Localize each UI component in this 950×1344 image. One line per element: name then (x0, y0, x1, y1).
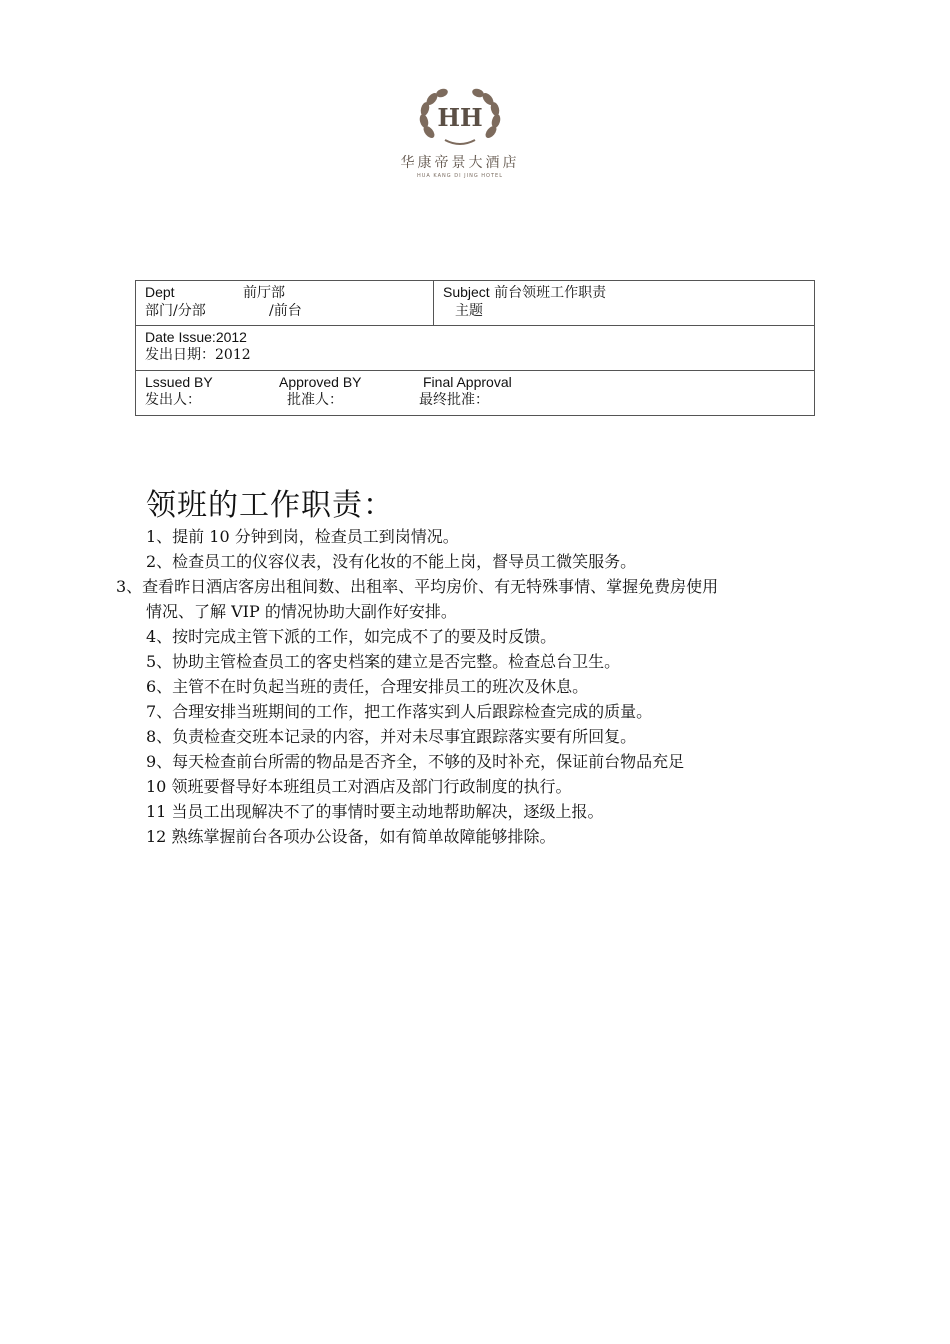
logo-monogram: HH (437, 103, 483, 132)
subject-value: 前台领班工作职责 (494, 285, 607, 301)
list-item: 12 熟练掌握前台各项办公设备，如有简单故障能够排除。 (146, 827, 556, 846)
dept-sub-value: /前台 (269, 303, 302, 319)
subject-label-en: Subject (443, 284, 490, 300)
list-item: 9、每天检查前台所需的物品是否齐全，不够的及时补充，保证前台物品充足 (146, 752, 685, 771)
list-item: 11 当员工出现解决不了的事情时要主动地帮助解决，逐级上报。 (146, 802, 604, 821)
dept-value: 前厅部 (243, 285, 285, 301)
date-label-cn: 发出日期：2012 (145, 347, 251, 363)
document-header-table (135, 280, 815, 416)
dept-label-cn: 部门/分部 (145, 303, 206, 319)
logo-name: 华康帝景大酒店 (400, 155, 520, 171)
approved-by-en: Approved BY (279, 374, 362, 390)
list-item: 情况、了解 VIP 的情况协助大副作好安排。 (146, 602, 457, 621)
list-item: 2、检查员工的仪容仪表，没有化妆的不能上岗，督导员工微笑服务。 (146, 552, 637, 571)
logo-subtitle: HUA KANG DI JING HOTEL (416, 173, 503, 179)
list-item: 4、按时完成主管下派的工作，如完成不了的要及时反馈。 (146, 627, 557, 646)
issued-by-en: Lssued BY (145, 374, 213, 390)
issued-by-cn: 发出人： (145, 392, 201, 408)
subject-cell (434, 281, 815, 326)
approved-by-cn: 批准人： (287, 392, 343, 408)
date-cell (136, 326, 815, 371)
approval-cell (136, 371, 815, 416)
list-item: 10 领班要督导好本班组员工对酒店及部门行政制度的执行。 (146, 777, 572, 796)
final-approval-cn: 最终批准： (419, 392, 489, 408)
list-item: 5、协助主管检查员工的客史档案的建立是否完整。检查总台卫生。 (146, 652, 621, 671)
list-item: 1、提前 10 分钟到岗，检查员工到岗情况。 (146, 527, 459, 546)
dept-cell (136, 281, 434, 326)
subject-label-cn: 主题 (455, 303, 483, 319)
list-item: 6、主管不在时负起当班的责任，合理安排员工的班次及休息。 (146, 677, 589, 696)
date-label-en: Date Issue:2012 (145, 329, 247, 345)
list-item: 7、合理安排当班期间的工作，把工作落实到人后跟踪检查完成的质量。 (146, 702, 653, 721)
laurel-monogram-icon (415, 88, 505, 150)
dept-label-en: Dept (145, 284, 175, 300)
section-title: 领班的工作职责： (146, 488, 394, 523)
final-approval-en: Final Approval (423, 374, 512, 390)
hotel-logo (380, 88, 540, 188)
list-item: 8、负责检查交班本记录的内容，并对未尽事宜跟踪落实要有所回复。 (146, 727, 637, 746)
list-item: 3、查看昨日酒店客房出租间数、出租率、平均房价、有无特殊事情、掌握免费房使用 (116, 577, 719, 596)
